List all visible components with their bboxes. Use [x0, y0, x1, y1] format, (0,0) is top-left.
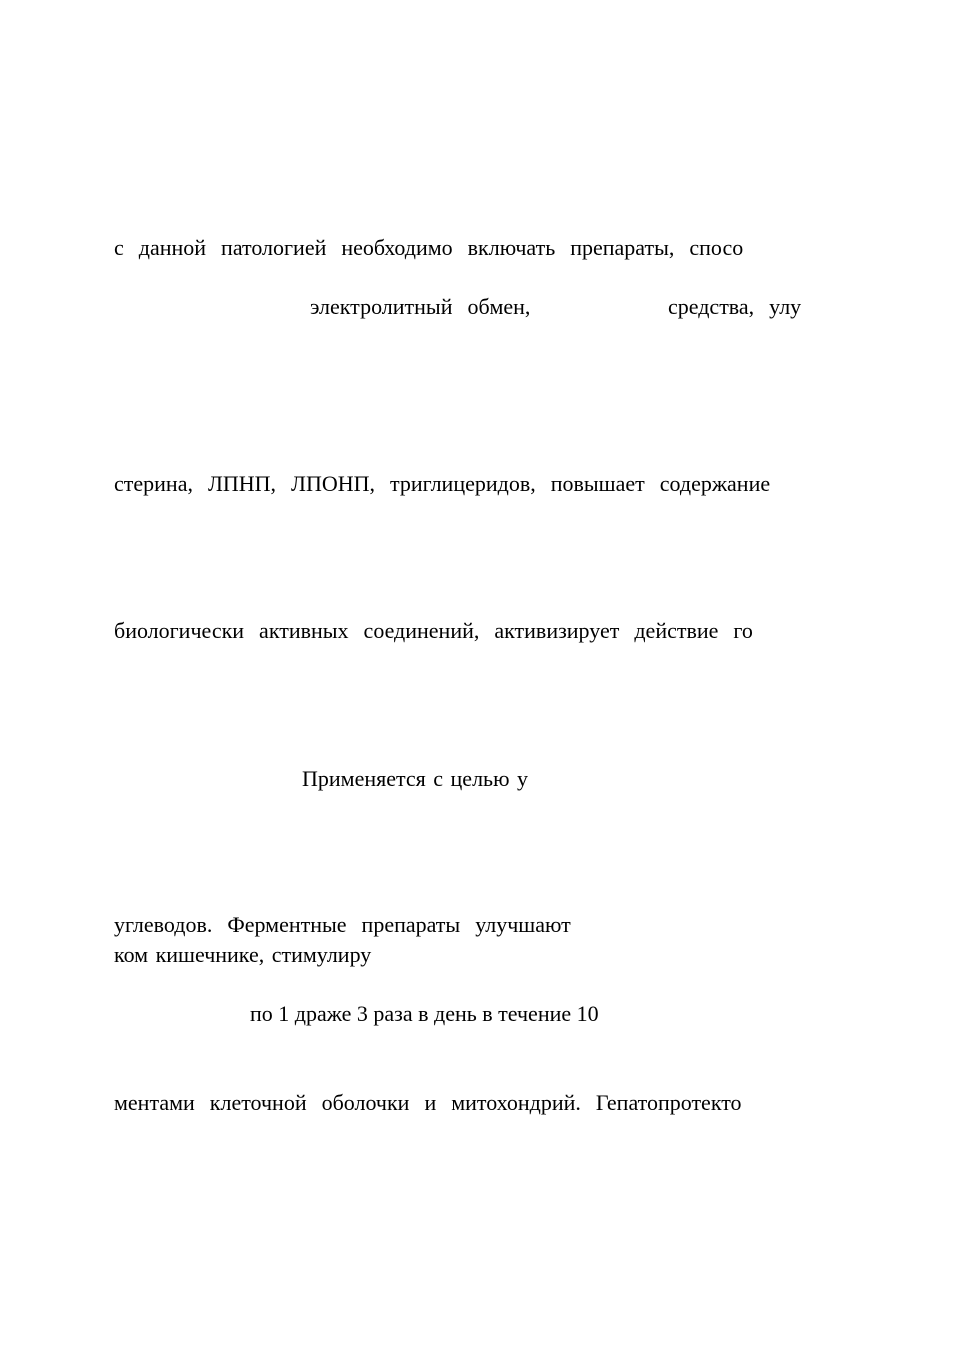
text-line-7: ком кишечнике, стимулиру: [114, 942, 372, 967]
text-line-4: биологически активных соединений, активизирует действие го: [114, 618, 753, 643]
text-line-9: ментами клеточной оболочки и митохондрий. Гепатопротекто: [114, 1090, 742, 1115]
text-line-6: углеводов. Ферментные препараты улучшают: [114, 912, 571, 937]
text-line-2-fragment-b: средства, улу: [668, 294, 802, 319]
text-line-8: по 1 драже 3 раза в день в течение 10: [250, 1001, 599, 1026]
text-line-5: Применяется с целью у: [302, 766, 529, 791]
text-line-1: с данной патологией необходимо включать препараты, спосо: [114, 235, 744, 260]
text-line-2-fragment-a: электролитный обмен,: [310, 294, 531, 319]
text-line-3: стерина, ЛПНП, ЛПОНП, триглицеридов, повышает содержание: [114, 471, 771, 496]
